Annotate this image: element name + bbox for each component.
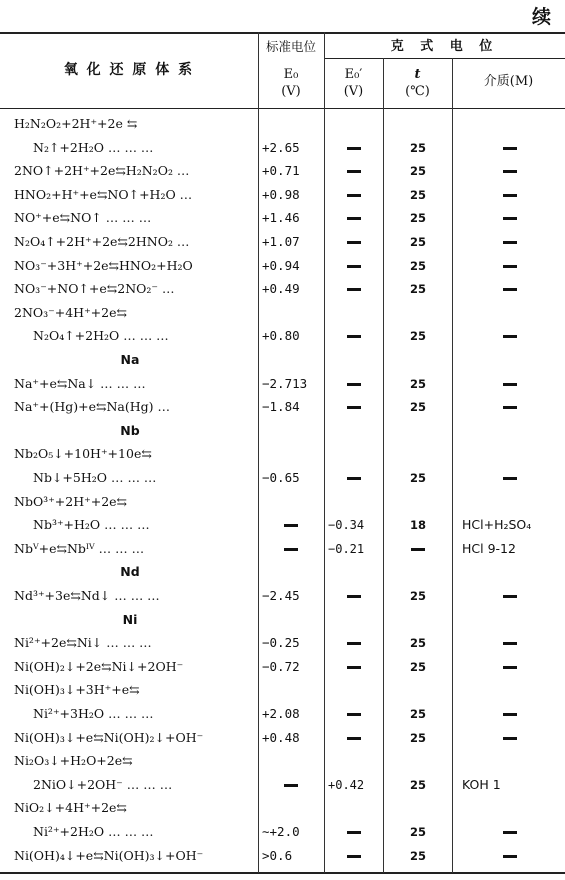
formal-potential-value: −0.34 — [328, 518, 365, 533]
reaction-equation: NiO₂↓+4H⁺+2e⇆ — [14, 800, 127, 816]
reaction-equation: Ni(OH)₃↓+e⇆Ni(OH)₂↓+OH⁻ — [14, 729, 204, 745]
formal-potential-dash — [326, 585, 382, 607]
temperature-value: 25 — [409, 707, 426, 721]
temperature-dash — [388, 538, 448, 560]
medium-dash — [480, 373, 540, 395]
medium-dash — [480, 821, 540, 843]
standard-potential-value: −1.84 — [262, 399, 300, 415]
reaction-equation: NO₃⁻+NO↑+e⇆2NO₂⁻ … — [14, 281, 175, 297]
standard-potential-value: ∼+2.0 — [262, 824, 300, 839]
reaction-equation: Nb₂O₅↓+10H⁺+10e⇆ — [14, 446, 152, 462]
standard-potential-value: −0.72 — [262, 658, 300, 674]
reaction-equation: Ni(OH)₃↓+3H⁺+e⇆ — [14, 682, 140, 698]
col-divider-2 — [324, 32, 325, 873]
element-heading: Ni — [122, 611, 138, 627]
formal-potential-dash — [326, 656, 382, 678]
reaction-equation: 2NO₃⁻+4H⁺+2e⇆ — [14, 304, 127, 320]
formal-potential-dash — [326, 207, 382, 229]
reaction-equation: Ni(OH)₄↓+e⇆Ni(OH)₃↓+OH⁻ — [14, 847, 204, 863]
formal-potential-dash — [326, 727, 382, 749]
standard-potential-value: −0.25 — [262, 635, 300, 651]
temperature-value: 25 — [409, 140, 426, 155]
reaction-equation: 2NiO↓+2OH⁻ … … … — [33, 776, 173, 792]
temperature-value: 25 — [409, 329, 426, 344]
formal-potential-dash — [326, 703, 382, 725]
medium-dash — [480, 207, 540, 229]
header-e0p-symbol: E₀′ — [344, 67, 363, 82]
subheader-rule — [324, 58, 565, 59]
reaction-equation: N₂↑+2H₂O … … … — [33, 139, 154, 155]
reaction-equation: NO⁺+e⇆NO↑ … … … — [14, 210, 152, 226]
standard-potential-value: −0.65 — [262, 470, 300, 485]
reaction-equation: Na⁺+(Hg)+e⇆Na(Hg) … — [14, 399, 170, 415]
reaction-equation: Na⁺+e⇆Na↓ … … … — [14, 375, 146, 391]
temperature-value: 25 — [409, 589, 426, 603]
formal-potential-dash — [326, 137, 382, 159]
element-heading: Nb — [120, 422, 140, 438]
reaction-equation: Nbⱽ+e⇆Nbᴵⱽ … … … — [14, 540, 145, 556]
standard-potential-value: +2.08 — [262, 706, 300, 721]
reaction-equation: Ni₂O₃↓+H₂O+2e⇆ — [14, 753, 133, 769]
standard-potential-value: −2.45 — [262, 588, 300, 603]
header-standard-potential: 标准电位 — [265, 39, 316, 54]
formal-potential-dash — [326, 373, 382, 395]
reaction-equation: Ni²⁺+2e⇆Ni↓ … … … — [14, 635, 152, 651]
medium-dash — [480, 396, 540, 418]
temperature-value: 25 — [409, 659, 426, 674]
formal-potential-dash — [326, 821, 382, 843]
standard-potential-value: +0.94 — [262, 257, 300, 273]
header-medium: 介质(M) — [483, 74, 534, 89]
formal-potential-dash — [326, 467, 382, 489]
header-system: 氧 化 还 原 体 系 — [63, 62, 195, 78]
temperature-value: 25 — [409, 825, 426, 839]
header-e0-unit: (V) — [281, 84, 301, 99]
temperature-value: 25 — [409, 376, 426, 391]
header-bottom-rule — [0, 108, 565, 109]
temperature-value: 25 — [409, 848, 426, 863]
standard-potential-dash — [262, 514, 320, 536]
temperature-value: 25 — [409, 777, 426, 792]
standard-potential-value: +1.07 — [262, 234, 300, 249]
formal-potential-dash — [326, 255, 382, 277]
standard-potential-value: +2.65 — [262, 139, 300, 155]
temperature-value: 25 — [409, 730, 426, 745]
medium-dash — [480, 278, 540, 300]
medium-dash — [480, 255, 540, 277]
reaction-equation: NO₃⁻+3H⁺+2e⇆HNO₂+H₂O — [14, 257, 193, 273]
medium-dash — [480, 184, 540, 206]
standard-potential-value: +0.48 — [262, 729, 300, 745]
reaction-equation: Nb↓+5H₂O … … … — [33, 470, 157, 485]
medium-value: HCl 9-12 — [462, 540, 516, 556]
reaction-equation: Ni²⁺+3H₂O … … … — [33, 706, 154, 721]
header-formal-potential: 克 式 电 位 — [390, 39, 499, 54]
reaction-equation: Nd³⁺+3e⇆Nd↓ … … … — [14, 588, 160, 603]
standard-potential-value: −2.713 — [262, 375, 308, 391]
top-rule — [0, 32, 565, 34]
header-e0-symbol: E₀ — [283, 67, 299, 82]
reaction-equation: 2NO↑+2H⁺+2e⇆H₂N₂O₂ … — [14, 163, 190, 179]
formal-potential-dash — [326, 231, 382, 253]
col-divider-3 — [383, 58, 384, 873]
medium-dash — [480, 231, 540, 253]
col-divider-1 — [258, 32, 259, 873]
standard-potential-value: +0.80 — [262, 328, 300, 344]
formal-potential-dash — [326, 278, 382, 300]
reaction-equation: Ni²⁺+2H₂O … … … — [33, 824, 154, 839]
medium-dash — [480, 727, 540, 749]
header-t-unit: (℃) — [405, 84, 430, 99]
standard-potential-value: +0.98 — [262, 186, 300, 202]
temperature-value: 25 — [409, 400, 426, 415]
medium-dash — [480, 325, 540, 347]
formal-potential-dash — [326, 184, 382, 206]
formal-potential-value: −0.21 — [328, 541, 365, 556]
reaction-equation: N₂O₄↑+2H₂O … … … — [33, 328, 169, 344]
reaction-equation: Nb³⁺+H₂O … … … — [33, 517, 150, 533]
reaction-equation: NbO³⁺+2H⁺+2e⇆ — [14, 493, 128, 509]
standard-potential-dash — [262, 538, 320, 560]
temperature-value: 25 — [409, 282, 426, 297]
medium-dash — [480, 467, 540, 489]
bottom-rule — [0, 872, 565, 874]
medium-value: HCl+H₂SO₄ — [462, 517, 532, 533]
medium-dash — [480, 703, 540, 725]
medium-dash — [480, 845, 540, 867]
temperature-value: 25 — [409, 258, 426, 273]
reaction-equation: Ni(OH)₂↓+2e⇆Ni↓+2OH⁻ — [14, 658, 184, 674]
medium-dash — [480, 137, 540, 159]
temperature-value: 25 — [409, 211, 426, 226]
temperature-value: 25 — [409, 187, 426, 202]
medium-value: KOH 1 — [462, 776, 501, 792]
standard-potential-value: +1.46 — [262, 210, 300, 226]
medium-dash — [480, 585, 540, 607]
temperature-value: 25 — [409, 636, 426, 651]
col-divider-4 — [452, 58, 453, 873]
standard-potential-value: +0.71 — [262, 163, 300, 179]
reaction-equation: HNO₂+H⁺+e⇆NO↑+H₂O … — [14, 186, 193, 202]
header-e0p-unit: (V) — [343, 84, 364, 99]
temperature-value: 25 — [409, 471, 426, 485]
standard-potential-value: >0.6 — [262, 847, 293, 863]
formal-potential-value: +0.42 — [328, 777, 365, 792]
temperature-value: 25 — [409, 235, 426, 249]
standard-potential-dash — [262, 774, 320, 796]
reaction-equation: H₂N₂O₂+2H⁺+2e ⇆ — [14, 116, 138, 131]
header-t-symbol: t — [414, 67, 421, 82]
temperature-value: 25 — [409, 164, 426, 179]
temperature-value: 18 — [409, 518, 426, 533]
element-heading: Na — [120, 352, 140, 367]
formal-potential-dash — [326, 160, 382, 182]
formal-potential-dash — [326, 396, 382, 418]
medium-dash — [480, 656, 540, 678]
medium-dash — [480, 160, 540, 182]
medium-dash — [480, 632, 540, 654]
formal-potential-dash — [326, 325, 382, 347]
continued-label: 续 — [531, 6, 553, 28]
formal-potential-dash — [326, 632, 382, 654]
formal-potential-dash — [326, 845, 382, 867]
reaction-equation: N₂O₄↑+2H⁺+2e⇆2HNO₂ … — [14, 234, 190, 249]
element-heading: Nd — [120, 564, 140, 580]
standard-potential-value: +0.49 — [262, 281, 300, 297]
